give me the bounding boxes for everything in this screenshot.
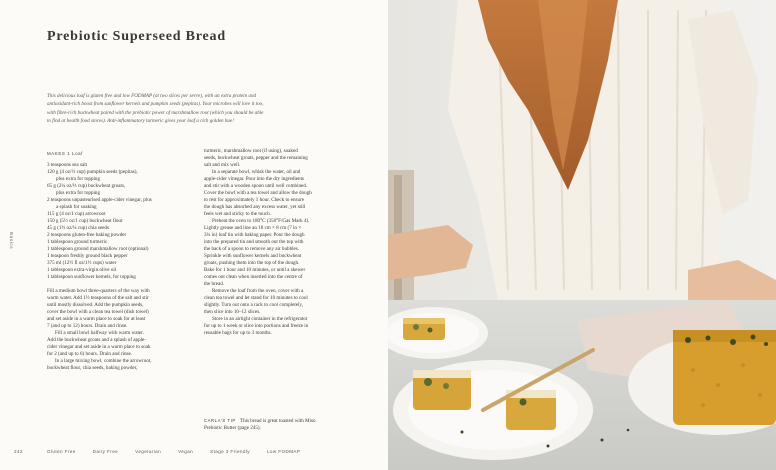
- method-line: Preheat the oven to 180°C (350°F/Gas Mark 4).: [212, 218, 310, 224]
- method-line: then slice into 10–12 slices.: [204, 309, 261, 315]
- left-column: [47, 150, 165, 372]
- ingredient-item: 150 g (5½ oz/1 cup) buckwheat flour: [47, 218, 123, 224]
- method-line: Remove the loaf from the oven, cover with a: [212, 288, 304, 294]
- method-line: comes out clean when inserted into the centre of: [204, 274, 303, 280]
- ingredient-item: a splash for soaking: [56, 204, 97, 210]
- ingredient-item: plus extra for topping: [56, 190, 100, 196]
- recipe-intro: [47, 92, 365, 126]
- dietary-tag: Dairy Free: [92, 449, 119, 454]
- ingredient-item: 2 teaspoons unpasteurised apple-cider vinegar, plus: [47, 197, 152, 203]
- ingredient-item: 115 g (4 oz/1 cup) arrowroot: [47, 211, 106, 217]
- ingredient-item: 1 tablespoon ground turmeric: [47, 239, 108, 245]
- recipe-photo: [388, 0, 776, 470]
- dietary-tag: Vegan: [178, 449, 194, 454]
- ingredient-item: 1 tablespoon sunflower kernels, for topping: [47, 274, 136, 280]
- bread-photo-illustration: [388, 0, 776, 470]
- method-line: into the prepared tin and smooth out the top with: [204, 239, 304, 245]
- intro-line: This delicious loaf is gluten free and low FODMAP (at two slices per serve), with an extra protein and: [47, 93, 257, 99]
- method-line: slightly. Turn out onto a rack to cool completely,: [204, 302, 303, 308]
- ingredient-item: 2 teaspoons gluten-free baking powder: [47, 232, 127, 238]
- method-line: and stir with a wooden spoon until well combined.: [204, 183, 308, 189]
- method-column-2: [204, 148, 364, 337]
- intro-line: to find at health food stores). Anti-inflammatory turmeric gives your loaf a rich golden hue!: [47, 118, 234, 125]
- method-line: warm water. Add 1½ teaspoons of the salt and stir: [47, 295, 149, 301]
- method-line: for 2 (and up to 6) hours. Drain and rinse.: [47, 351, 133, 357]
- cooks-tip: [204, 417, 364, 432]
- ingredient-item: 65 g (2¼ oz/⅓ cup) buckwheat groats,: [47, 183, 126, 189]
- method-line: and set aside in a warm place to soak for at least: [47, 316, 146, 322]
- method-line: Fill a small bowl halfway with warm water.: [55, 330, 144, 336]
- page-number: 242: [14, 449, 23, 454]
- method-line: to rest for approximately 1 hour. Check to ensure: [204, 197, 305, 203]
- method-line: the dough has absorbed any excess water, yet still: [204, 204, 306, 210]
- method-line: Sprinkle with sunflower kernels and buckwheat: [204, 253, 302, 259]
- method-line: In a large mixing bowl, combine the arrowroot,: [55, 358, 152, 364]
- method-line: clean tea towel and let stand for 10 minutes to cool: [204, 295, 308, 301]
- dietary-tag: Low FODMAP: [266, 449, 301, 454]
- method-line: Cover the bowl with a tea towel and allow the dough: [204, 190, 312, 196]
- ingredient-item: 3 teaspoons sea salt: [47, 162, 88, 168]
- right-column: [204, 148, 364, 337]
- method-line: for up to 1 week or slice into portions and freeze in: [204, 323, 309, 329]
- intro-line: antioxidant-rich boost from sunflower kernels and pumpkin seeds (pepitas). Your microbes will love it too,: [47, 101, 264, 108]
- ingredient-list: [47, 162, 165, 281]
- method-line: Add the buckwheat groats and a splash of apple-: [47, 337, 147, 343]
- ingredient-item: 120 g (4 oz/⅔ cup) pumpkin seeds (pepitas),: [47, 169, 138, 175]
- method-line: salt and mix well.: [204, 162, 241, 168]
- method-column-1: [47, 288, 165, 372]
- method-line: cover the bowl with a clean tea towel (dish towel): [47, 309, 149, 315]
- ingredient-item: 375 ml (12½ fl oz/1½ cups) water: [47, 260, 117, 266]
- method-line: buckwheat flour, chia seeds, baking powder,: [47, 365, 138, 371]
- method-line: Fill a medium bowl three-quarters of the way with: [47, 288, 150, 294]
- method-line: turmeric, marshmallow root (if using), soaked: [204, 148, 298, 154]
- dietary-tag: Gluten Free: [47, 449, 76, 454]
- method-line: the back of a spoon to remove any air bubbles.: [204, 246, 300, 252]
- tip-line: Prebiotic Butter (page 245).: [204, 425, 261, 432]
- method-line: cider vinegar and set aside in a warm place to soak: [47, 344, 151, 350]
- method-line: 7 (and up to 12) hours. Drain and rinse.: [47, 323, 128, 329]
- method-line: until mostly dissolved. Add the pumpkin seeds,: [47, 302, 144, 308]
- method-line: reusable bags for up to 3 months.: [204, 330, 272, 336]
- tip-line: This bread is great toasted with Miso: [239, 418, 316, 424]
- method-line: Lightly grease and line an 18 cm × 8 cm (7 in ×: [204, 225, 302, 231]
- ingredient-item: 1 teaspoon freshly ground black pepper: [47, 253, 128, 259]
- method-line: groats, pushing them into the top of the dough.: [204, 260, 300, 266]
- method-line: In a separate bowl, whisk the water, oil and: [212, 169, 301, 175]
- dietary-tag: Stage 3 Friendly: [210, 449, 250, 454]
- ingredient-item: plus extra for topping: [56, 176, 100, 182]
- recipe-title: Prebiotic Superseed Bread: [47, 29, 226, 44]
- section-side-label: Basics: [9, 232, 14, 250]
- makes-label: MAKES 1 Loaf: [47, 151, 83, 156]
- ingredient-item: 1 tablespoon ground marshmallow root (optional): [47, 246, 149, 252]
- method-line: 3¼ in) loaf tin with baking paper. Pour the dough: [204, 232, 305, 238]
- dietary-tag: Vegetarian: [135, 449, 162, 454]
- ingredient-item: 45 g (1½ oz/¼ cup) chia seeds: [47, 225, 109, 231]
- method-line: feels wet and sticky to the touch.: [204, 211, 271, 217]
- method-line: apple-cider vinegar. Pour into the dry ingredients: [204, 176, 305, 182]
- tip-label: CARLA'S TIP: [204, 418, 236, 423]
- dietary-tags: [47, 449, 317, 454]
- intro-line: with fibre-rich buckwheat paired with the prebiotic power of marshmallow root (which you should be able: [47, 109, 264, 116]
- method-line: the bread.: [204, 281, 225, 287]
- ingredient-item: 1 tablespoon extra-virgin olive oil: [47, 267, 117, 273]
- page-footer: [0, 446, 388, 460]
- method-line: seeds, buckwheat groats, pepper and the remaining: [204, 155, 308, 161]
- method-line: Bake for 1 hour and 10 minutes, or until a skewer: [204, 267, 306, 273]
- method-line: Store in an airtight container in the refrigerator: [212, 316, 308, 322]
